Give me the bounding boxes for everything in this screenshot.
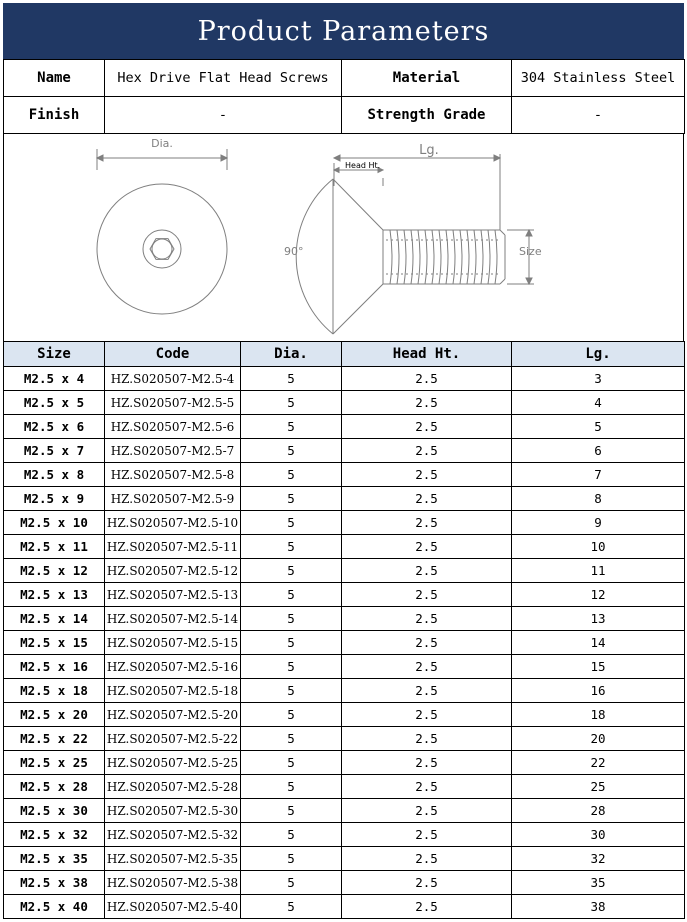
cell-lg: 11: [512, 559, 685, 583]
cell-code: HZ.S020507-M2.5-28: [105, 775, 241, 799]
cell-lg: 12: [512, 583, 685, 607]
table-row: [4, 367, 685, 391]
strength-grade-value: -: [512, 97, 685, 134]
cell-code: HZ.S020507-M2.5-15: [105, 631, 241, 655]
cell-size: M2.5 x 7: [4, 439, 105, 463]
cell-size: M2.5 x 38: [4, 871, 105, 895]
cell-head-ht: 2.5: [342, 703, 512, 727]
table-row: [4, 535, 685, 559]
cell-dia: 5: [241, 727, 342, 751]
cell-size: M2.5 x 20: [4, 703, 105, 727]
cell-lg: 32: [512, 847, 685, 871]
cell-head-ht: 2.5: [342, 559, 512, 583]
cell-size: M2.5 x 15: [4, 631, 105, 655]
cell-code: HZ.S020507-M2.5-11: [105, 535, 241, 559]
product-sheet: [3, 3, 684, 919]
cell-code: HZ.S020507-M2.5-38: [105, 871, 241, 895]
cell-lg: 38: [512, 895, 685, 919]
cell-dia: 5: [241, 895, 342, 919]
cell-size: M2.5 x 9: [4, 487, 105, 511]
screw-top-view: [97, 149, 227, 314]
cell-lg: 13: [512, 607, 685, 631]
cell-dia: 5: [241, 631, 342, 655]
cell-dia: 5: [241, 535, 342, 559]
table-row: [4, 895, 685, 919]
material-value: 304 Stainless Steel: [512, 60, 685, 97]
cell-code: HZ.S020507-M2.5-8: [105, 463, 241, 487]
table-row: [4, 847, 685, 871]
cell-lg: 5: [512, 415, 685, 439]
cell-code: HZ.S020507-M2.5-13: [105, 583, 241, 607]
cell-head-ht: 2.5: [342, 631, 512, 655]
cell-head-ht: 2.5: [342, 823, 512, 847]
cell-head-ht: 2.5: [342, 751, 512, 775]
table-row: [4, 823, 685, 847]
cell-code: HZ.S020507-M2.5-35: [105, 847, 241, 871]
cell-size: M2.5 x 14: [4, 607, 105, 631]
cell-head-ht: 2.5: [342, 847, 512, 871]
cell-size: M2.5 x 25: [4, 751, 105, 775]
specs-header-row: [4, 342, 685, 367]
page-title: Product Parameters: [3, 3, 684, 59]
cell-lg: 35: [512, 871, 685, 895]
cell-dia: 5: [241, 799, 342, 823]
cell-size: M2.5 x 28: [4, 775, 105, 799]
cell-lg: 14: [512, 631, 685, 655]
cell-head-ht: 2.5: [342, 895, 512, 919]
table-row: [4, 775, 685, 799]
cell-code: HZ.S020507-M2.5-20: [105, 703, 241, 727]
info-row-finish: [4, 97, 685, 134]
cell-code: HZ.S020507-M2.5-40: [105, 895, 241, 919]
cell-lg: 22: [512, 751, 685, 775]
cell-size: M2.5 x 16: [4, 655, 105, 679]
cell-head-ht: 2.5: [342, 415, 512, 439]
cell-dia: 5: [241, 751, 342, 775]
table-row: [4, 487, 685, 511]
cell-code: HZ.S020507-M2.5-6: [105, 415, 241, 439]
angle-label: 90°: [284, 245, 304, 258]
cell-lg: 4: [512, 391, 685, 415]
table-row: [4, 583, 685, 607]
lg-label: Lg.: [419, 143, 439, 158]
specs-table: [3, 341, 685, 919]
cell-lg: 9: [512, 511, 685, 535]
cell-size: M2.5 x 22: [4, 727, 105, 751]
cell-code: HZ.S020507-M2.5-16: [105, 655, 241, 679]
col-header-dia: Dia.: [241, 342, 342, 367]
cell-head-ht: 2.5: [342, 583, 512, 607]
table-row: [4, 415, 685, 439]
cell-dia: 5: [241, 775, 342, 799]
screw-side-view: [296, 154, 534, 334]
cell-dia: 5: [241, 391, 342, 415]
cell-size: M2.5 x 8: [4, 463, 105, 487]
cell-lg: 18: [512, 703, 685, 727]
specs-body: [4, 367, 685, 919]
col-header-lg: Lg.: [512, 342, 685, 367]
cell-lg: 3: [512, 367, 685, 391]
cell-head-ht: 2.5: [342, 655, 512, 679]
info-row-name: [4, 60, 685, 97]
cell-dia: 5: [241, 655, 342, 679]
table-row: [4, 727, 685, 751]
table-row: [4, 559, 685, 583]
cell-head-ht: 2.5: [342, 367, 512, 391]
table-row: [4, 439, 685, 463]
cell-code: HZ.S020507-M2.5-5: [105, 391, 241, 415]
cell-dia: 5: [241, 487, 342, 511]
cell-lg: 6: [512, 439, 685, 463]
cell-lg: 8: [512, 487, 685, 511]
cell-head-ht: 2.5: [342, 775, 512, 799]
cell-code: HZ.S020507-M2.5-9: [105, 487, 241, 511]
table-row: [4, 655, 685, 679]
dia-label: Dia.: [151, 137, 173, 150]
table-row: [4, 703, 685, 727]
cell-lg: 10: [512, 535, 685, 559]
table-row: [4, 463, 685, 487]
cell-code: HZ.S020507-M2.5-22: [105, 727, 241, 751]
table-row: [4, 511, 685, 535]
name-label: Name: [4, 60, 105, 97]
technical-drawing: [3, 133, 684, 342]
cell-head-ht: 2.5: [342, 679, 512, 703]
finish-value: -: [105, 97, 342, 134]
finish-label: Finish: [4, 97, 105, 134]
head-ht-label: Head Ht.: [345, 161, 381, 170]
cell-dia: 5: [241, 823, 342, 847]
cell-head-ht: 2.5: [342, 511, 512, 535]
cell-dia: 5: [241, 847, 342, 871]
cell-code: HZ.S020507-M2.5-18: [105, 679, 241, 703]
cell-dia: 5: [241, 463, 342, 487]
cell-dia: 5: [241, 607, 342, 631]
cell-head-ht: 2.5: [342, 463, 512, 487]
cell-code: HZ.S020507-M2.5-12: [105, 559, 241, 583]
cell-size: M2.5 x 18: [4, 679, 105, 703]
cell-code: HZ.S020507-M2.5-25: [105, 751, 241, 775]
cell-dia: 5: [241, 511, 342, 535]
cell-size: M2.5 x 35: [4, 847, 105, 871]
size-dim-label: Size: [519, 245, 542, 258]
cell-size: M2.5 x 12: [4, 559, 105, 583]
cell-code: HZ.S020507-M2.5-14: [105, 607, 241, 631]
cell-head-ht: 2.5: [342, 487, 512, 511]
col-header-size: Size: [4, 342, 105, 367]
cell-size: M2.5 x 4: [4, 367, 105, 391]
cell-size: M2.5 x 10: [4, 511, 105, 535]
cell-code: HZ.S020507-M2.5-10: [105, 511, 241, 535]
cell-head-ht: 2.5: [342, 799, 512, 823]
cell-head-ht: 2.5: [342, 607, 512, 631]
info-table: [3, 59, 685, 134]
table-row: [4, 871, 685, 895]
table-row: [4, 679, 685, 703]
cell-dia: 5: [241, 583, 342, 607]
cell-lg: 30: [512, 823, 685, 847]
cell-head-ht: 2.5: [342, 871, 512, 895]
cell-size: M2.5 x 40: [4, 895, 105, 919]
col-header-code: Code: [105, 342, 241, 367]
screw-drawing-svg: [4, 134, 683, 341]
cell-dia: 5: [241, 559, 342, 583]
cell-size: M2.5 x 30: [4, 799, 105, 823]
cell-dia: 5: [241, 871, 342, 895]
cell-lg: 25: [512, 775, 685, 799]
table-row: [4, 799, 685, 823]
cell-head-ht: 2.5: [342, 439, 512, 463]
cell-lg: 20: [512, 727, 685, 751]
cell-size: M2.5 x 11: [4, 535, 105, 559]
cell-lg: 16: [512, 679, 685, 703]
cell-lg: 28: [512, 799, 685, 823]
cell-dia: 5: [241, 703, 342, 727]
col-header-head-ht: Head Ht.: [342, 342, 512, 367]
table-row: [4, 391, 685, 415]
cell-head-ht: 2.5: [342, 727, 512, 751]
cell-size: M2.5 x 13: [4, 583, 105, 607]
table-row: [4, 607, 685, 631]
cell-code: HZ.S020507-M2.5-7: [105, 439, 241, 463]
cell-dia: 5: [241, 679, 342, 703]
cell-dia: 5: [241, 439, 342, 463]
cell-code: HZ.S020507-M2.5-30: [105, 799, 241, 823]
cell-lg: 7: [512, 463, 685, 487]
cell-size: M2.5 x 6: [4, 415, 105, 439]
table-row: [4, 751, 685, 775]
cell-size: M2.5 x 32: [4, 823, 105, 847]
cell-head-ht: 2.5: [342, 391, 512, 415]
cell-head-ht: 2.5: [342, 535, 512, 559]
name-value: Hex Drive Flat Head Screws: [105, 60, 342, 97]
strength-grade-label: Strength Grade: [342, 97, 512, 134]
cell-code: HZ.S020507-M2.5-32: [105, 823, 241, 847]
cell-size: M2.5 x 5: [4, 391, 105, 415]
material-label: Material: [342, 60, 512, 97]
cell-dia: 5: [241, 367, 342, 391]
cell-code: HZ.S020507-M2.5-4: [105, 367, 241, 391]
cell-lg: 15: [512, 655, 685, 679]
table-row: [4, 631, 685, 655]
cell-dia: 5: [241, 415, 342, 439]
